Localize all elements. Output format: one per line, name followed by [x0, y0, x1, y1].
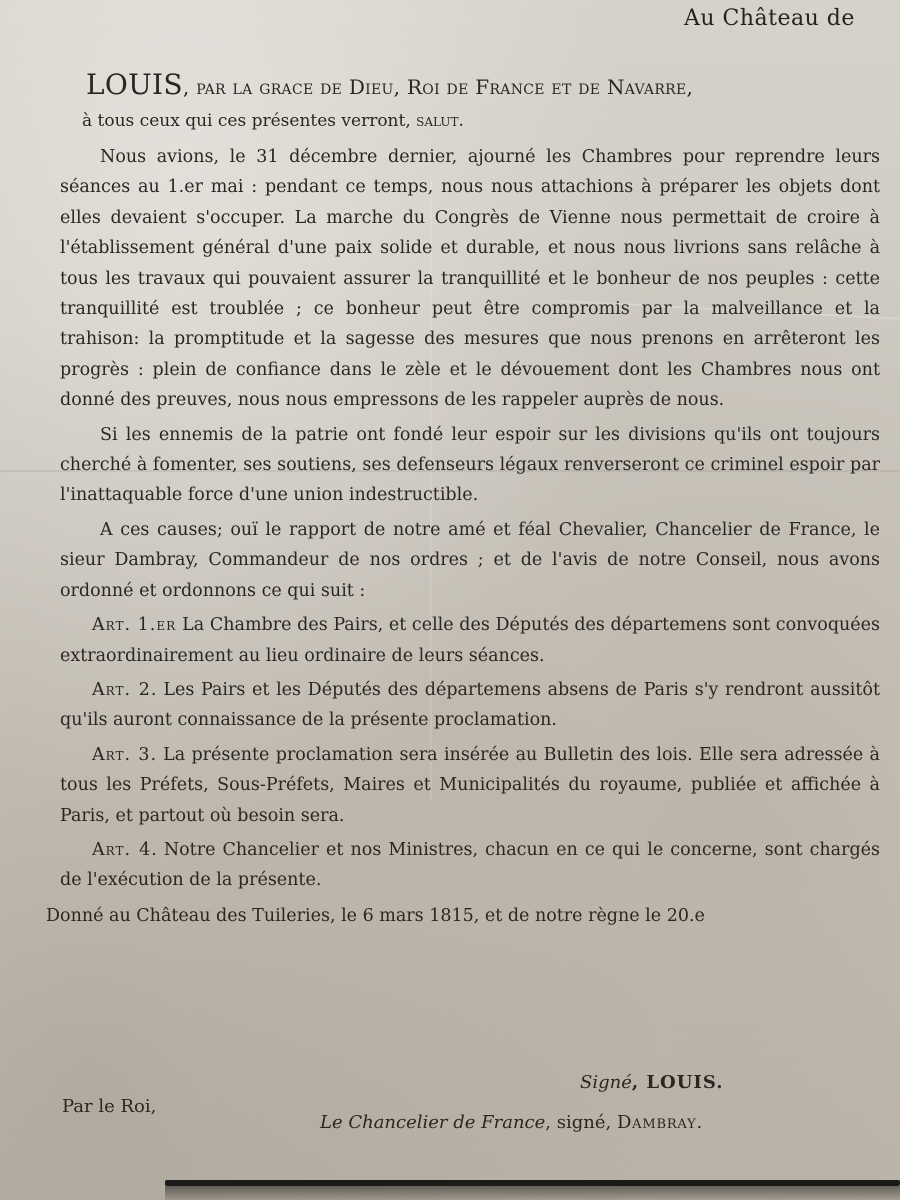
- signatory-name: , LOUIS.: [631, 1072, 724, 1093]
- salutation-text: à tous ceux qui ces présentes verront,: [82, 111, 411, 131]
- article-label: Art. 1.er: [92, 615, 177, 636]
- article-3: [60, 740, 880, 831]
- article-text: Notre Chancelier et nos Ministres, chacun en ce qui le concerne, sont chargés de l'exécution de la présente.: [60, 839, 880, 891]
- article-label: Art. 3.: [92, 744, 158, 765]
- article-label: Art. 4.: [92, 839, 158, 860]
- paragraph: Si les ennemis de la patrie ont fondé leur espoir sur les divisions qu'ils ont toujours cherché à fomenter, ses soutiens, ses defenseurs légaux renverseront ce criminel espoir par l'inattaquable force d'une union indestructible.: [60, 424, 880, 506]
- article-4: [60, 835, 880, 896]
- article-label: Art. 2.: [92, 679, 158, 700]
- salutation: [82, 108, 880, 134]
- chancellor-title: Le Chancelier de France: [320, 1112, 546, 1133]
- article-text: La présente proclamation sera insérée au Bulletin des lois. Elle sera adressée à tous les Préfets, Sous-Préfets, Maires et Municipalités du royaume, publiée et affichée à Paris, et partout où besoin sera.: [60, 744, 880, 826]
- bottom-shadow: [165, 1186, 900, 1200]
- chancellor-name: Dambray.: [616, 1112, 703, 1133]
- king-signature: [580, 1072, 723, 1093]
- article-2: [60, 675, 880, 736]
- paragraph: Nous avions, le 31 décembre dernier, ajourné les Chambres pour reprendre leurs séances au 1.er mai : pendant ce temps, nous nous attachions à préparer les objets dont elles devaient s'occuper. La marche du Congrès de Vienne nous permettait de croire à l'établissement général d'une paix solide et durable, et nous nous livrions sans relâche à tous les travaux qui pouvaient assurer la tranquillité et le bonheur de nos peuples : cette tranquillité est troublée ; ce bonheur peut être compromis par la malveillance et la trahison: la promptitude et la sagesse des mesures que nous prenons en arrêteront les progrès : plein de confiance dans le zèle et le dévouement dont les Chambres nous ont donné des preuves, nous nous empressons de les rappeler auprès de nous.: [60, 147, 880, 411]
- proclamation-body: [46, 68, 880, 932]
- article-1: [60, 610, 880, 671]
- date-line: Donné au Château des Tuileries, le 6 mars 1815, et de notre règne le 20.e: [46, 905, 705, 926]
- article-text: Les Pairs et les Députés des départemens absens de Paris s'y rendront aussitôt qu'ils auront connaissance de la présente proclamation.: [60, 679, 880, 731]
- header-title: Au Château de: [684, 6, 855, 31]
- signe-text: , signé,: [545, 1112, 617, 1133]
- signe-word: Signé: [580, 1072, 632, 1093]
- article-text: La Chambre des Pairs, et celle des Députés des départemens sont convoquées extraordinairement au lieu ordinaire de leurs séances.: [60, 615, 880, 666]
- king-name: LOUIS: [86, 68, 183, 101]
- salut-word: salut.: [416, 111, 464, 131]
- royal-preamble: [86, 70, 880, 102]
- par-le-roi: Par le Roi,: [62, 1096, 157, 1117]
- chancellor-countersignature: [320, 1112, 703, 1133]
- royal-titles: , par la grace de Dieu, Roi de France et de Navarre,: [182, 75, 694, 99]
- paragraph: A ces causes; ouï le rapport de notre amé et féal Chevalier, Chancelier de France, le sieur Dambray, Commandeur de nos ordres ; et de l'avis de notre Conseil, nous avons ordonné et ordonnons ce qui suit :: [60, 519, 880, 601]
